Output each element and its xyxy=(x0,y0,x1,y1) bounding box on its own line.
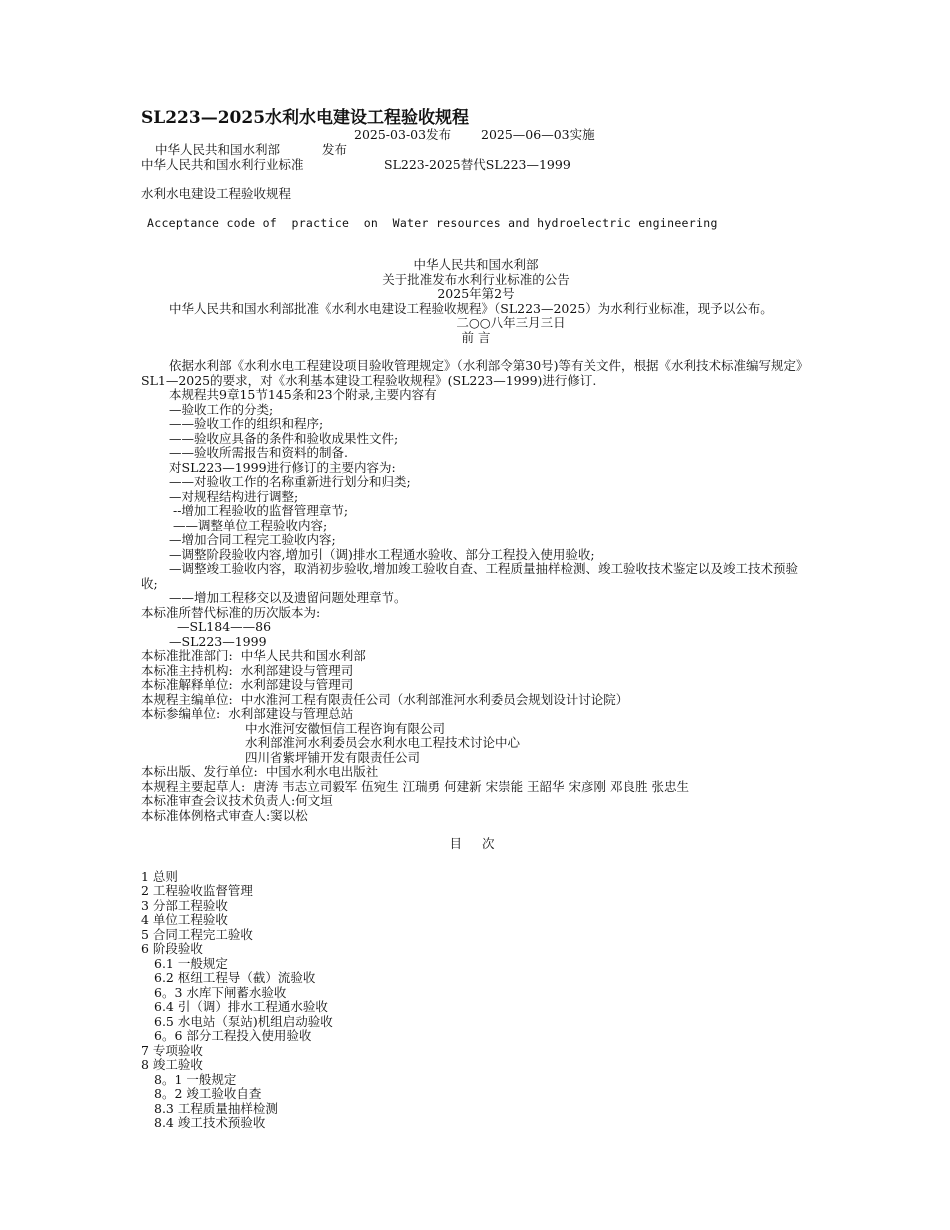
history-intro: 本标准所替代标准的历次版本为: xyxy=(141,604,321,620)
list-item: —增加合同工程完工验收内容; xyxy=(169,532,336,547)
toc-item: 6。6 部分工程投入使用验收 xyxy=(154,1028,312,1043)
toc-item: 2 工程验收监督管理 xyxy=(141,883,253,898)
notice-number: 2025年第2号 xyxy=(437,286,515,301)
toc-item: 8.3 工程质量抽样检测 xyxy=(154,1100,278,1116)
list-item: --增加工程验收的监督管理章节; xyxy=(169,503,349,518)
history-item: —SL184——86 xyxy=(169,619,272,634)
list-item: —调整竣工验收内容，取消初步验收,增加竣工验收自查、工程质量抽样检测、竣工验收技术鉴定以及竣工技术预验收; xyxy=(141,561,798,591)
meta-participants: 本标参编单位: 水利部建设与管理总站 xyxy=(141,706,354,721)
revision-intro: 对SL223—1999进行修订的主要内容为: xyxy=(169,459,396,475)
meta-drafters: 本规程主要起草人: 唐涛 韦志立司毅军 伍宛生 江瑞勇 何建新 宋崇能 王韶华 宋彦刚 邓良胜 张忠生 xyxy=(141,778,689,794)
list-item: ——验收工作的组织和程序; xyxy=(169,416,324,431)
toc-item: 6 阶段验收 xyxy=(141,941,203,956)
meta-host: 本标准主持机构: 水利部建设与管理司 xyxy=(141,662,354,678)
chinese-name: 水利水电建设工程验收规程 xyxy=(141,186,292,201)
toc-item: 6.5 水电站（泵站)机组启动验收 xyxy=(154,1013,333,1029)
publish-dates xyxy=(141,128,811,143)
toc-item: 6.1 一般规定 xyxy=(154,955,228,971)
preface-paragraph: 依据水利部《水利水电工程建设项目验收管理规定》（水利部令第30号)等有关文件，根据《水利技术标准编写规定》SL1—2025的要求，对《水利基本建设工程验收规程》(SL223—1999)进行修订. xyxy=(141,358,809,388)
notice-title: 关于批准发布水利行业标准的公告 xyxy=(382,271,570,287)
participant-item: 四川省紫坪铺开发有限责任公司 xyxy=(245,749,421,765)
meta-publisher: 本标出版、发行单位: 中国水利水电出版社 xyxy=(141,764,379,779)
standard-row xyxy=(141,158,811,173)
list-item: —验收工作的分类; xyxy=(169,401,274,417)
toc-item: 4 单位工程验收 xyxy=(141,912,228,927)
list-item: —调整阶段验收内容,增加引（调)排水工程通水验收、部分工程投入使用验收; xyxy=(169,546,595,562)
toc-item: 6.2 枢纽工程导（截）流验收 xyxy=(154,970,316,985)
list-item: ——对验收工作的名称重新进行划分和归类; xyxy=(169,474,411,489)
list-item: ——验收应具备的条件和验收成果性文件; xyxy=(169,430,399,446)
meta-approve: 本标准批准部门: 中华人民共和国水利部 xyxy=(141,648,366,663)
toc-heading: 目 次 xyxy=(449,836,503,851)
list-item: ——增加工程移交以及遗留问题处理章节。 xyxy=(169,590,407,605)
preface-heading: 前 言 xyxy=(461,329,491,345)
toc-item: 7 专项验收 xyxy=(141,1042,203,1058)
release-date: 2025-03-03发布 xyxy=(354,127,452,142)
issuer-ministry: 中华人民共和国水利部 xyxy=(155,142,281,157)
list-item: —对规程结构进行调整; xyxy=(169,488,299,504)
notice-date: 二○○八年三月三日 xyxy=(456,315,566,330)
issuer-row xyxy=(141,143,811,158)
toc-item: 5 合同工程完工验收 xyxy=(141,926,253,942)
english-name: Acceptance code of practice on Water resources and hydroelectric engineering xyxy=(147,215,718,230)
notice-org: 中华人民共和国水利部 xyxy=(413,257,539,272)
toc-item: 6.4 引（调）排水工程通水验收 xyxy=(154,999,328,1014)
toc-item: 3 分部工程验收 xyxy=(141,897,228,913)
effective-date: 2025—06—03实施 xyxy=(481,127,595,142)
notice-body: 中华人民共和国水利部批准《水利水电建设工程验收规程》（SL223—2025）为水利行业标准，现予以公布。 xyxy=(169,300,773,316)
meta-tech-lead: 本标准审查会议技术负责人: 何文垣 xyxy=(141,793,333,808)
meta-editor: 本规程主编单位: 中水淮河工程有限责任公司（水利部淮河水利委员会规划设计讨论院） xyxy=(141,691,629,707)
history-item: —SL223—1999 xyxy=(169,633,267,649)
toc-item: 8 竣工验收 xyxy=(141,1057,203,1072)
replaces-note: SL223-2025替代SL223—1999 xyxy=(384,157,571,172)
toc-item: 8。1 一般规定 xyxy=(154,1071,237,1087)
document-title: SL223—2025水利水电建设工程验收规程 xyxy=(141,108,470,128)
list-item: ——调整单位工程验收内容; xyxy=(169,517,328,533)
standard-type: 中华人民共和国水利行业标准 xyxy=(141,157,304,172)
meta-format-reviewer: 本标准体例格式审查人: 窦以松 xyxy=(141,807,308,823)
preface-summary: 本规程共9章15节145条和23个附录,主要内容有 xyxy=(169,387,437,402)
list-item: ——验收所需报告和资料的制备. xyxy=(169,445,348,460)
document-page xyxy=(141,108,811,1131)
toc-item: 8.4 竣工技术预验收 xyxy=(154,1115,266,1130)
toc-item: 6。3 水库下闸蓄水验收 xyxy=(154,984,287,1000)
participant-item: 中水淮河安徽恒信工程咨询有限公司 xyxy=(245,720,446,736)
participant-item: 水利部淮河水利委员会水利水电工程技术讨论中心 xyxy=(245,735,521,750)
toc-item: 1 总则 xyxy=(141,868,178,884)
toc-item: 8。2 竣工验收自查 xyxy=(154,1086,262,1101)
meta-interpret: 本标准解释单位: 水利部建设与管理司 xyxy=(141,677,354,692)
table-of-contents xyxy=(141,870,811,1131)
issuer-label: 发布 xyxy=(322,142,348,157)
